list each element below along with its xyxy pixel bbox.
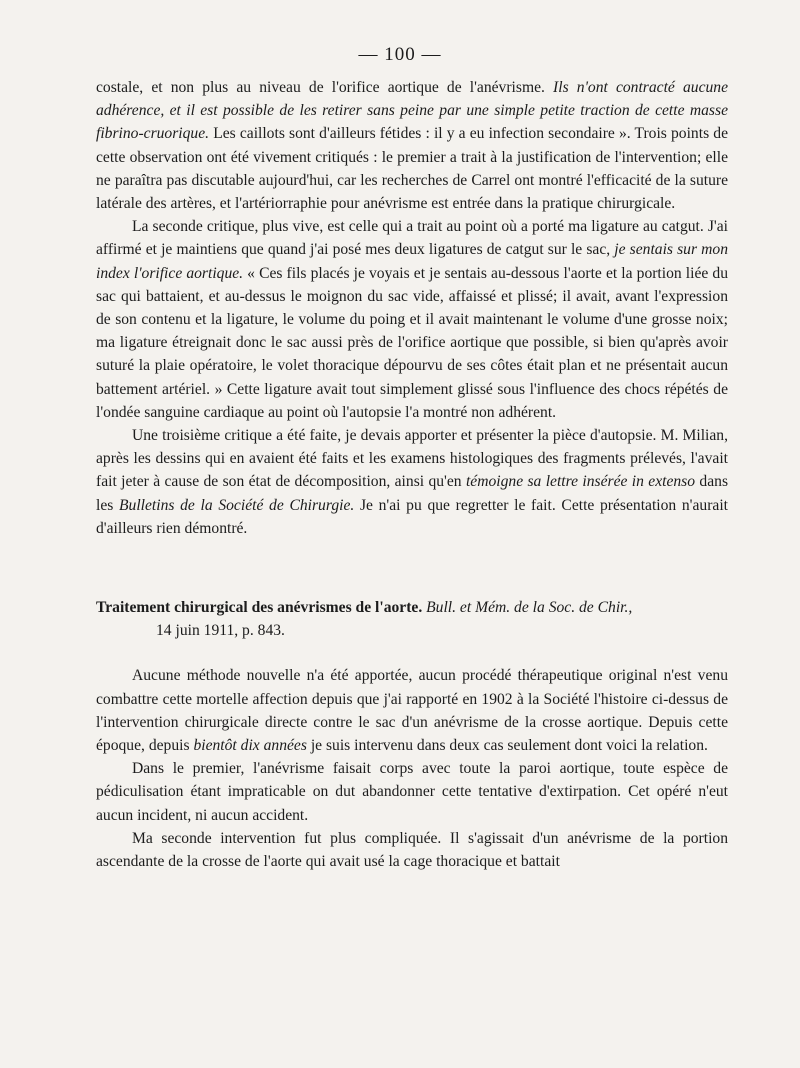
text-body bbox=[96, 76, 728, 873]
paragraph-2-text-a: La seconde critique, plus vive, est celle qui a trait au point où a porté ma ligature au catgut. J'ai affirmé et je maintiens que quand j'ai posé mes deux ligatures de catgut sur le sac, bbox=[96, 218, 728, 259]
paragraph-3-text-c: dans les bbox=[96, 473, 729, 514]
section-heading-title: Traitement chirurgical des anévrismes de l'aorte. bbox=[96, 599, 423, 617]
paragraph-3 bbox=[96, 424, 728, 540]
paragraph-1-italic: Ils n'ont contracté aucune adhérence, et il est possible de les retirer sans peine par une simple petite traction de cette masse fibrino-cruorique. bbox=[96, 79, 729, 143]
heading-gap bbox=[96, 642, 728, 664]
paragraph-3-text-a: Une troisième critique a été faite, je devais apporter et présenter la pièce d'autopsie. M. Milian, après les dessins qui en avaient été faits et les examens histologiques des fragments prélevés, l'avait fait jeter à cause de son état de décomposition, ainsi qu'en bbox=[96, 427, 728, 491]
section-gap bbox=[96, 540, 728, 596]
paragraph-1 bbox=[96, 76, 728, 215]
paragraph-6: Ma seconde intervention fut plus compliquée. Il s'agissait d'un anévrisme de la portion ascendante de la crosse de l'aorte qui avait usé la cage thoracique et battait bbox=[96, 829, 728, 871]
paragraph-1-text-c: Les caillots sont d'ailleurs fétides : il y a eu infection secondaire ». Trois points de cette observation ont été vivement critiqués : le premier a trait à la justification de l'intervention; elle ne paraîtra pas discutable aujourd'hui, car les recherches de Carrel ont montré l'efficacité de la suture latérale des artères, et l'artériorraphie pour anévrisme est entrée dans la pratique chirurgicale. bbox=[96, 125, 728, 213]
paragraph-4 bbox=[96, 664, 728, 757]
paragraph-1-text-a: costale, et non plus au niveau de l'orifice aortique de l'anévrisme. bbox=[96, 79, 554, 96]
paragraph-2-text-c: « Ces fils placés je voyais et je sentais au-dessous l'aorte et la portion liée du sac qui battaient, et au-dessus le moignon du sac vide, affaissé et plissé; il avait, avant l'expression de son contenu et la ligature, le volume du poing et il avait maintenant le volume d'une grosse noix; ma ligature étreignait donc le sac aussi près de l'orifice aortique que possible, si bien qu'après avoir suturé la plaie opératoire, le volet thoracique dépourvu de ses côtes était plan et ne présentait aucun battement artériel. » Cette ligature avait tout simplement glissé sous l'influence des chocs répétés de l'ondée sanguine cardiaque au point où l'autopsie l'a montré non adhérent. bbox=[96, 264, 728, 421]
page-number: — 100 — bbox=[358, 44, 442, 65]
paragraph-5: Dans le premier, l'anévrisme faisait corps avec toute la paroi aortique, toute espèce de pédiculisation étant impraticable on dut abandonner cette tentative d'extirpation. Cet opéré n'eut aucun incident, ni aucun accident. bbox=[96, 760, 728, 824]
paragraph-3-italic-b: témoigne sa lettre insérée in extenso bbox=[465, 473, 696, 491]
paragraph-2 bbox=[96, 215, 728, 424]
section-heading-reference: Bull. et Mém. de la Soc. de Chir., bbox=[422, 599, 633, 617]
paragraph-3-italic-d: Bulletins de la Société de Chirurgie. bbox=[119, 496, 355, 514]
section-heading-date: 14 juin 1911, p. 843. bbox=[156, 622, 285, 640]
paragraph-2-italic: je sentais sur mon index l'orifice aortique. bbox=[96, 241, 728, 282]
paragraph-4-italic: bientôt dix années bbox=[193, 737, 307, 755]
section-heading bbox=[96, 596, 728, 619]
paragraph-4-text-a: Aucune méthode nouvelle n'a été apportée, aucun procédé thérapeutique original n'est venu combattre cette mortelle affection depuis que j'ai rapporté en 1902 à la Société l'histoire ci-dessus de l'intervention chirurgicale directe contre le sac d'un anévrisme de la crosse aortique. Depuis cette époque, depuis bbox=[96, 667, 728, 755]
paragraph-4-text-c: je suis intervenu dans deux cas seulement dont voici la relation. bbox=[306, 737, 708, 755]
paragraph-3-text-e: Je n'ai pu que regretter le fait. Cette présentation n'aurait d'ailleurs rien démontré. bbox=[96, 496, 728, 537]
